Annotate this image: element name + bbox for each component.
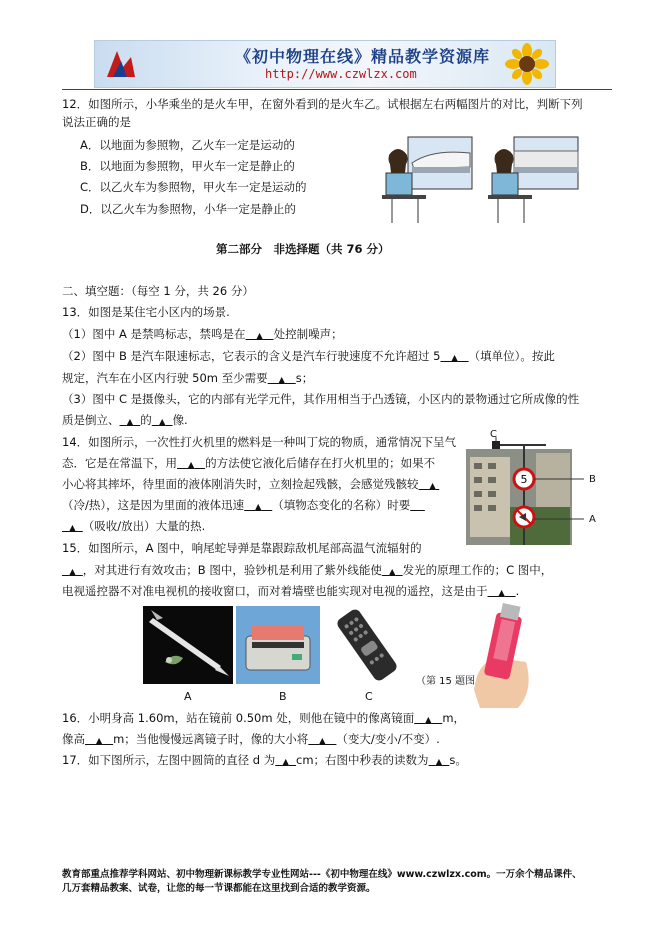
q14-line3: 小心将其摔坏，待里面的液体刚消失时，立刻捡起残骸，会感觉残骸较 ▲ [62,477,436,491]
banner-url[interactable]: http://www.czwlzx.com [265,67,417,81]
q13-stem: 13．如图是某住宅小区内的场景. [62,305,230,319]
q13-part3-cont: 质是倒立、 ▲ 的 ▲ 像. [62,413,188,427]
q12-stem-line2: 说法正确的是 [62,115,131,129]
fig-label-a: A [589,514,596,525]
q12-option-c: C．以乙火车为参照物，甲火车一定是运动的 [80,180,307,194]
speed-limit-number: 5 [520,473,528,486]
q13-part1: （1）图中 A 是禁鸣标志，禁鸣是在 ▲ 处控制噪声； [62,327,343,341]
header-rule [62,89,612,90]
section-title: 二、填空题：（每空 1 分，共 26 分） [62,284,254,298]
q16-line2: 像高 ▲ m；当他慢慢远离镜子时，像的大小将 ▲ （变大/变小/不变）. [62,732,440,746]
fig-label-c: C [490,429,497,440]
q15-figure-missile [143,606,233,684]
q14-line1: 14．如图所示，一次性打火机里的燃料是一种叫丁烷的物质，通常情况下呈气 [62,435,457,449]
q13-residential-figure [466,437,594,545]
q12-stem-line1: 12．如图所示，小华乘坐的是火车甲，在窗外看到的是火车乙。试根据左右两幅图片的对比，判断下列 [62,97,583,111]
site-logo-icon [103,47,139,81]
q12-figure-left [372,133,474,225]
q15-line2: ▲ ，对其进行有效攻击；B 图中，验钞机是利用了紫外线能使 ▲ 发光的原理工作的；C 图中， [69,563,553,577]
q12-figure-right [478,133,580,225]
q16-line1: 16．小明身高 1.60m，站在镜前 0.50m 处，则他在镜中的像离镜面 ▲ m， [62,711,466,725]
q15-line3: 电视遥控器不对准电视机的接收窗口，而对着墙壁也能实现对电视的遥控，这是由于 ▲ . [62,584,520,598]
q15-line1: 15．如图所示，A 图中，响尾蛇导弹是靠跟踪敌机尾部高温气流辐射的 [62,541,422,555]
q14-figure-lighter [468,600,540,712]
q15-figure-remote [324,606,410,684]
header-banner [94,40,556,88]
q15-label-c: C [365,690,373,703]
footer-line1: 教育部重点推荐学科网站、初中物理新课标教学专业性网站---《初中物理在线》www.czwlzx.com。一万余个精品课件、 [62,869,582,880]
q14-line4: （冷/热），这是因为里面的液体迅速 ▲ （填物态变化的名称）时要 [62,498,411,512]
q13-part2-cont: 规定，汽车在小区内行驶 50m 至少需要 ▲ s； [62,371,314,385]
q14-line2: 态．它是在常温下，用 ▲ 的方法使它液化后储存在打火机里的；如果不 [62,456,436,470]
q13-part3: （3）图中 C 是摄像头，它的内部有光学元件，其作用相当于凸透镜，小区内的景物通过它所成像的性 [62,392,580,406]
q15-label-a: A [184,690,192,703]
fig-label-b: B [589,474,596,485]
q12-option-d: D．以乙火车为参照物，小华一定是静止的 [80,202,296,216]
q12-option-b: B．以地面为参照物，甲火车一定是静止的 [80,159,295,173]
q15-figure-note: （第 15 题图 [416,676,476,687]
sunflower-icon [505,43,549,85]
footer-line2: 几万套精品教案、试卷，让您的每一节课都能在这里找到合适的教学资源。 [62,883,376,894]
q15-figure-money-detector [236,606,320,684]
q15-label-b: B [279,690,287,703]
part2-title: 第二部分 非选择题（共 76 分） [216,242,390,256]
q13-part2: （2）图中 B 是汽车限速标志，它表示的含义是汽车行驶速度不允许超过 5 ▲ （填单位）。按此 [62,349,555,363]
q12-option-a: A．以地面为参照物，乙火车一定是运动的 [80,138,295,152]
q17-line1: 17．如下图所示，左图中圆筒的直径 d 为 ▲ cm；右图中秒表的读数为 ▲ s。 [62,753,467,767]
banner-title: 《初中物理在线》精品教学资源库 [235,47,491,66]
q14-line5: ▲ （吸收/放出）大量的热. [69,519,206,533]
